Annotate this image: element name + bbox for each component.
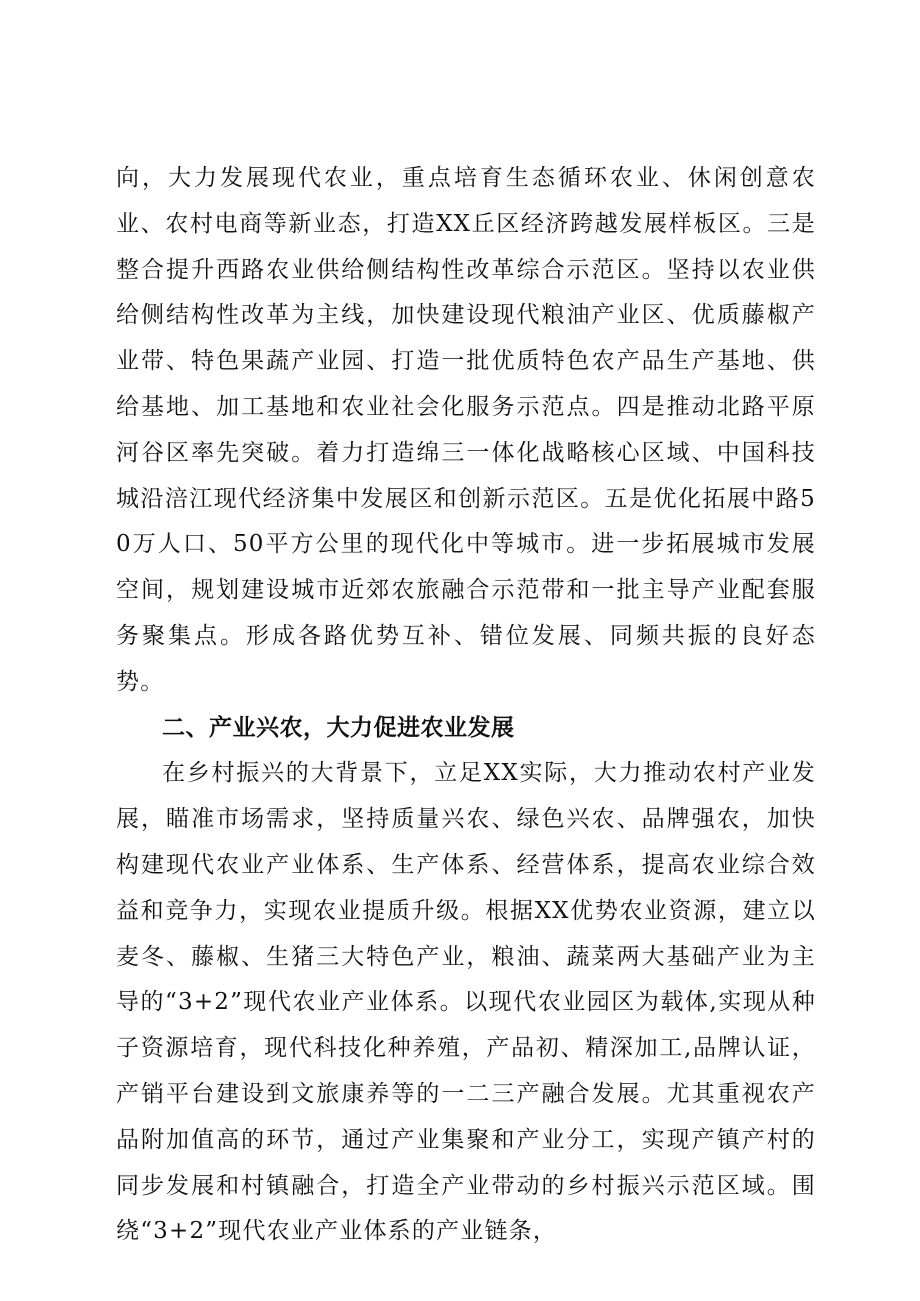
section-heading: 二、产业兴农，大力促进农业发展 xyxy=(162,714,515,741)
document-body xyxy=(116,156,816,1255)
paragraph-continuation: 向，大力发展现代农业，重点培育生态循环农业、休闲创意农业、农村电商等新业态，打造XX丘区经济跨越发展样板区。三是整合提升西路农业供给侧结构性改革综合示范区。坚持以农业供给侧结构性改革为主线，加快建设现代粮油产业区、优质藤椒产业带、特色果蔬产业园、打造一批优质特色农产品生产基地、供给基地、加工基地和农业社会化服务示范点。四是推动北路平原河谷区率先突破。着力打造绵三一体化战略核心区域、中国科技城沿涪江现代经济集中发展区和创新示范区。五是优化拓展中路50万人口、50平方公里的现代化中等城市。进一步拓展城市发展空间，规划建设城市近郊农旅融合示范带和一批主导产业配套服务聚集点。形成各路优势互补、错位发展、同频共振的良好态势。 xyxy=(116,165,816,695)
paragraph-section-two: 在乡村振兴的大背景下，立足XX实际，大力推动农村产业发展，瞄准市场需求，坚持质量兴农、绿色兴农、品牌强农，加快构建现代农业产业体系、生产体系、经营体系，提高农业综合效益和竞争力，实现农业提质升级。根据XX优势农业资源，建立以麦冬、藤椒、生猪三大特色产业，粮油、蔬菜两大基础产业为主导的“3+2”现代农业产业体系。以现代农业园区为载体,实现从种子资源培育，现代科技化种养殖，产品初、精深加工,品牌认证，产销平台建设到文旅康养等的一二三产融合发展。尤其重视农产品附加值高的环节，通过产业集聚和产业分工，实现产镇产村的同步发展和村镇融合，打造全产业带动的乡村振兴示范区域。围绕“3+2”现代农业产业体系的产业链条， xyxy=(116,760,816,1245)
